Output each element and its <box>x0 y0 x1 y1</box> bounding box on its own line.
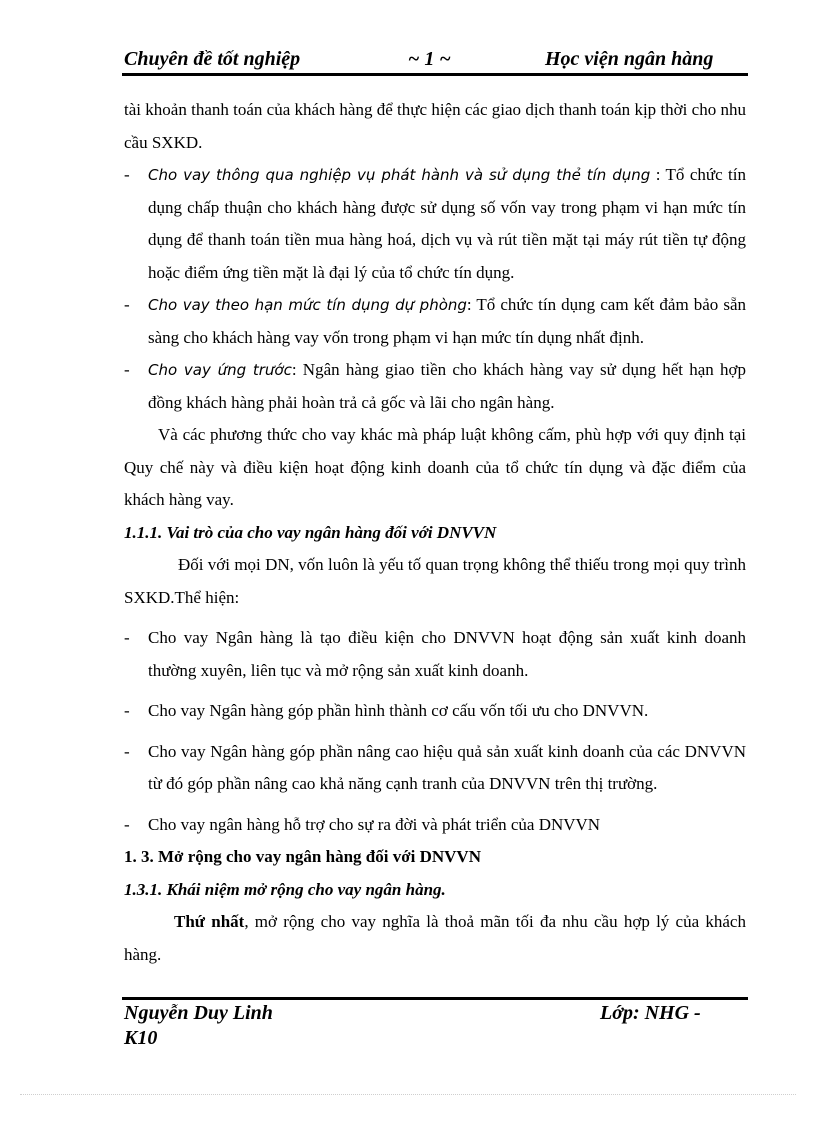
bullet-italic-lead: Cho vay ứng trước <box>148 361 292 379</box>
paragraph-body: , mở rộng cho vay nghĩa là thoả mãn tối đa nhu cầu hợp lý của khách hàng. <box>124 912 746 964</box>
bullet-dash: - <box>124 165 130 184</box>
bullet-text: Cho vay Ngân hàng góp phần nâng cao hiệu quả sản xuất kinh doanh của các DNVVN từ đó góp phần nâng cao khả năng cạnh tranh của DNVVN trên thị trường. <box>148 741 746 793</box>
footer-class-label: Lớp: NHG - <box>600 1002 701 1024</box>
bullet-dash: - <box>124 628 130 647</box>
role-item <box>124 622 746 687</box>
paragraph: tài khoản thanh toán của khách hàng để thực hiện các giao dịch thanh toán kịp thời cho nhu cầu SXKD. <box>124 100 746 152</box>
paragraph: Đối với mọi DN, vốn luôn là yếu tố quan trọng không thể thiếu trong mọi quy trình SXKD.Thể hiện: <box>124 555 746 607</box>
page-body <box>124 94 746 971</box>
bullet-body: : Ngân hàng giao tiền cho khách hàng vay sử dụng hết hạn hợp đồng khách hàng phải hoàn trả cả gốc và lãi cho ngân hàng. <box>148 360 746 412</box>
role-item <box>124 809 746 842</box>
header-rule <box>122 73 748 76</box>
bullet-italic-lead: Cho vay theo hạn mức tín dụng dự phòng <box>148 296 467 314</box>
bullet-dash: - <box>124 814 130 834</box>
section-heading-1-1-1: 1.1.1. Vai trò của cho vay ngân hàng đối với DNVVN <box>124 522 497 542</box>
bullet-text <box>148 354 746 419</box>
bullet-dash: - <box>124 741 130 761</box>
section-heading-1-3-1: 1.3.1. Khái niệm mở rộng cho vay ngân hàng. <box>124 879 446 899</box>
bullet-text: Cho vay Ngân hàng là tạo điều kiện cho DNVVN hoạt động sản xuất kinh doanh thường xuyên, liên tục và mở rộng sản xuất kinh doanh. <box>148 628 746 680</box>
bullet-item <box>124 354 746 419</box>
footer-class-code: K10 <box>124 1027 158 1049</box>
role-item <box>124 695 746 728</box>
bullet-item <box>124 289 746 354</box>
bullet-body: : Tổ chức tín dụng chấp thuận cho khách hàng được sử dụng số vốn vay trong phạm vi hạn mức tín dụng để thanh toán tiền mua hàng hoá, dịch vụ và rút tiền mặt tại máy rút tiền tự động hoặc điểm ứng tiền mặt là đại lý của tổ chức tín dụng. <box>148 165 746 282</box>
footer-rule <box>122 997 748 1000</box>
header-page-number: ~ 1 ~ <box>408 48 451 70</box>
bullet-dash: - <box>124 701 130 720</box>
bullet-italic-lead: Cho vay thông qua nghiệp vụ phát hành và sử dụng thẻ tín dụng <box>148 166 651 184</box>
bullet-text <box>148 159 746 289</box>
page-edge-divider <box>20 1094 796 1095</box>
paragraph <box>124 906 746 971</box>
bullet-body: : Tổ chức tín dụng cam kết đảm bảo sẵn sàng cho khách hàng vay vốn trong phạm vi hạn mức tín dụng nhất định. <box>148 295 747 347</box>
bullet-text: Cho vay Ngân hàng góp phần hình thành cơ cấu vốn tối ưu cho DNVVN. <box>148 701 649 720</box>
bullet-text <box>148 289 746 354</box>
footer-author-name: Nguyễn Duy Linh <box>124 1002 273 1024</box>
section-heading-1-3: 1. 3. Mở rộng cho vay ngân hàng đối với DNVVN <box>124 847 481 866</box>
header-left: Chuyên đề tốt nghiệp <box>124 48 301 70</box>
header-right: Học viện ngân hàng <box>545 48 714 70</box>
bullet-text: Cho vay ngân hàng hỗ trợ cho sự ra đời và phát triển của DNVVN <box>148 814 601 834</box>
bullet-dash: - <box>124 360 130 379</box>
role-item <box>124 736 746 801</box>
paragraph: Và các phương thức cho vay khác mà pháp luật không cấm, phù hợp với quy định tại Quy chế này và điều kiện hoạt động kinh doanh của tổ chức tín dụng và đặc điểm của khách hàng vay. <box>124 425 746 509</box>
paragraph-bold-lead: Thứ nhất <box>174 912 245 931</box>
bullet-dash: - <box>124 295 130 314</box>
bullet-item <box>124 159 746 289</box>
